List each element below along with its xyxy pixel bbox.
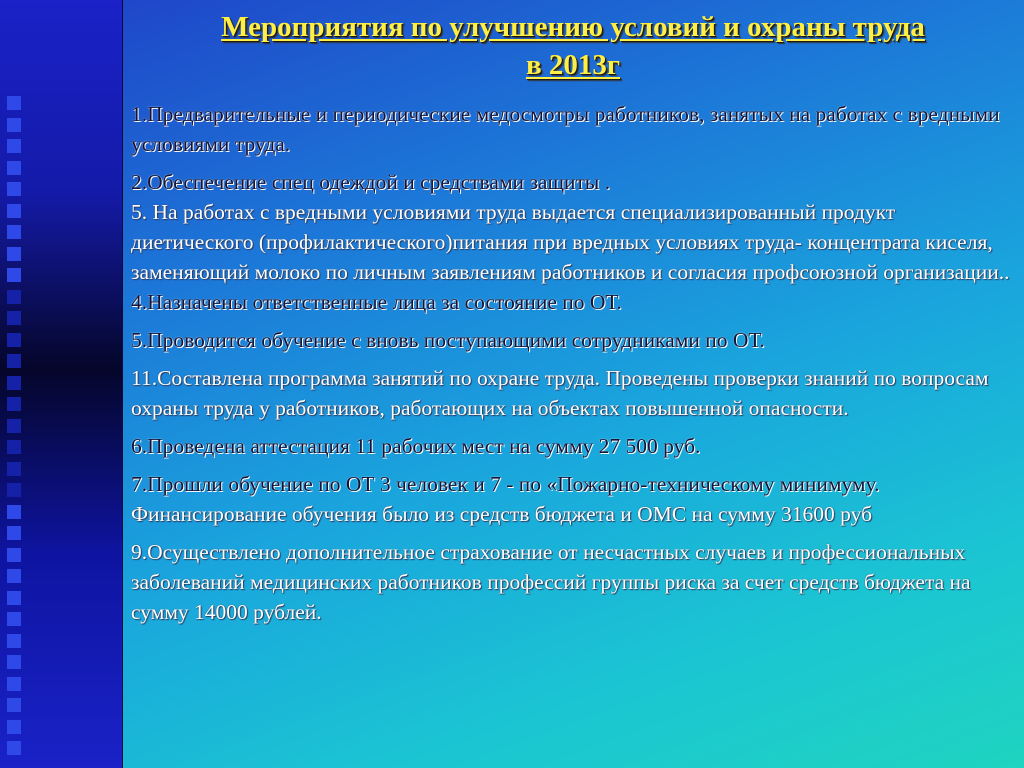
item-training-completed [131,469,1011,529]
title-line-1: Мероприятия по улучшению условий и охраны труда [221,11,925,43]
decorative-square [7,268,21,282]
decorative-square [7,698,21,712]
decorative-square [7,118,21,132]
item-responsible-persons: 4.Назначены ответственные лица за состояние по ОТ. [131,290,622,314]
decorative-square [7,591,21,605]
decorative-square [7,505,21,519]
title-line-2: в 2013г [525,49,621,81]
item-protective-clothing: 2.Обеспечение спец одеждой и средствами защиты . [131,170,611,194]
decorative-square [7,548,21,562]
decorative-square [7,720,21,734]
decorative-square [7,376,21,390]
decorative-square [7,225,21,239]
decorative-square [7,677,21,691]
item-training-completed-emphasis: 7.Прошли обучение по ОТ 3 человек и 7 - по «Пожарно-техническому минимуму. [131,472,880,496]
decorative-square [7,354,21,368]
decorative-square [7,612,21,626]
item-insurance: 9.Осуществлено дополнительное страхование от несчастных случаев и профессиональных заболеваний медицинских работников профессий группы риска за счет средств бюджета на сумму 14000 рублей. [131,540,971,624]
decorative-square [7,290,21,304]
decorative-square [7,182,21,196]
decorative-square [7,311,21,325]
decorative-square [7,139,21,153]
item-medical-exams: 1.Предварительные и периодические медосмотры работников, занятых на работах с вредными условиями труда. [131,102,1000,156]
item-attestation: 6.Проведена аттестация 11 рабочих мест на сумму 27 500 руб. [131,434,701,458]
decorative-square [7,247,21,261]
decorative-square [7,569,21,583]
decorative-square [7,96,21,110]
decorative-square [7,741,21,755]
decorative-square [7,397,21,411]
item-diet-food: 5. На работах с вредными условиями труда выдается специализированный продукт диетического (профилактического)питания при вредных условиях труда- концентрата киселя, заменяющий молоко по личным заявлениям работников и согласия профсоюзной организации.. [131,200,1010,284]
decorative-square [7,419,21,433]
decorative-square [7,462,21,476]
decorative-square [7,161,21,175]
slide-content [131,99,1011,635]
decorative-squares [7,0,29,768]
item-training-new-staff: 5.Проводится обучение с вновь поступающими сотрудниками по ОТ. [131,328,765,352]
slide-title [133,8,1013,84]
item-training-program: 11.Составлена программа занятий по охране труда. Проведены проверки знаний по вопросам охраны труда у работников, работающих на объектах повышенной опасности. [131,366,989,420]
left-decorative-band [0,0,122,768]
decorative-square [7,655,21,669]
decorative-square [7,483,21,497]
decorative-square [7,440,21,454]
slide [122,0,1024,768]
decorative-square [7,634,21,648]
item-training-financing: Финансирование обучения было из средств бюджета и ОМС на сумму 31600 руб [131,502,873,526]
decorative-square [7,526,21,540]
decorative-square [7,333,21,347]
decorative-square [7,204,21,218]
